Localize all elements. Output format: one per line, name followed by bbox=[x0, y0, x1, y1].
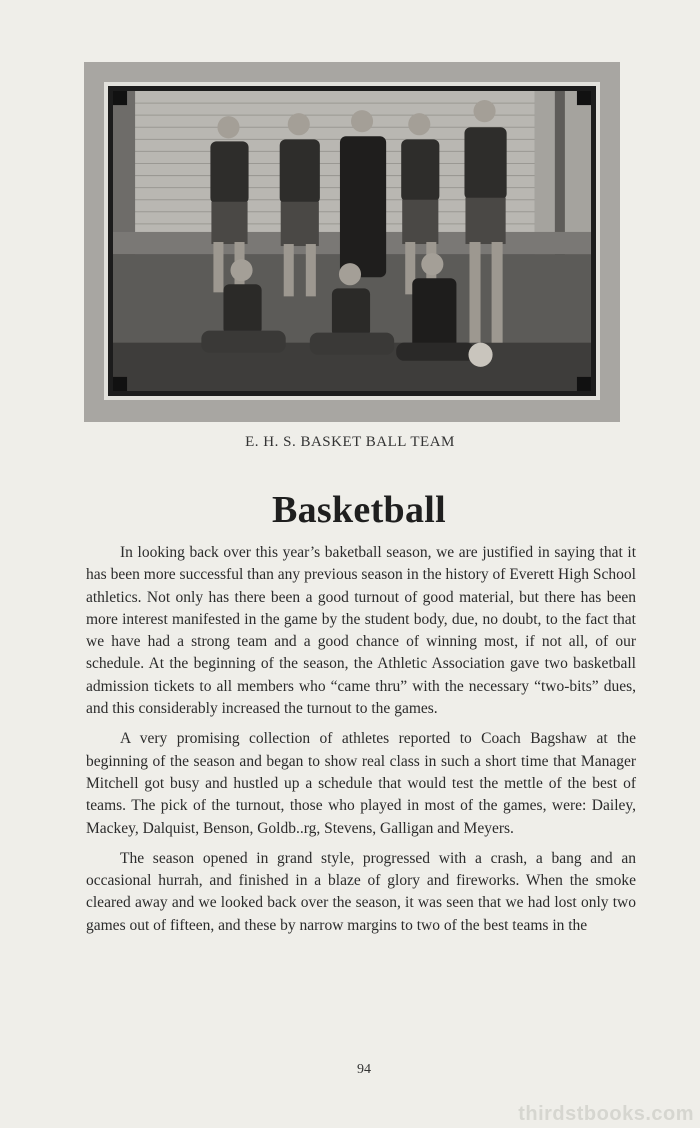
photo-mount bbox=[84, 62, 620, 422]
paragraph-3: The season opened in grand style, progressed with a crash, a bang and an occasional hurrah, and finished in a blaze of glory and fireworks. When the smoke cleared away and we looked back over the season, it was seen that we had lost only two games out of fifteen, and these by narrow margins to two of the best teams in the bbox=[86, 849, 636, 934]
article-title: Basketball bbox=[271, 489, 447, 531]
team-photo-image bbox=[113, 91, 591, 391]
team-photo bbox=[108, 86, 596, 396]
paragraph-2: A very promising collection of athletes reported to Coach Bagshaw at the beginning of the season and began to show real class in such a short time that Manager Mitchell got busy and hustled up a schedule that would test the mettle of the best of teams. The pick of the turnout, those who played in most of the games, were: Dailey, Mackey, Dalquist, Benson, Goldb..rg, Stevens, Galligan and Meyers. bbox=[86, 730, 636, 837]
photo-frame bbox=[104, 82, 600, 400]
photo-caption: E. H. S. BASKET BALL TEAM bbox=[245, 434, 455, 450]
article-body bbox=[86, 542, 636, 945]
watermark: thirdstbooks.com bbox=[518, 1103, 694, 1125]
page-number: 94 bbox=[357, 1062, 371, 1077]
paragraph-1: In looking back over this year’s baketball season, we are justified in saying that it has been more successful than any previous season in the history of Everett High School athletics. Not only has there been a good turnout of good material, but there has been more interest manifested in the game by the student body, due, no doubt, to the fact that we have had a strong team and a good chance of winning most, if not all, of our schedule. At the beginning of the season, the Athletic Association gave two basketball admission tickets to all members who “came thru” with the necessary “two-bits” dues, and this considerably increased the turnout to the games. bbox=[86, 544, 636, 718]
